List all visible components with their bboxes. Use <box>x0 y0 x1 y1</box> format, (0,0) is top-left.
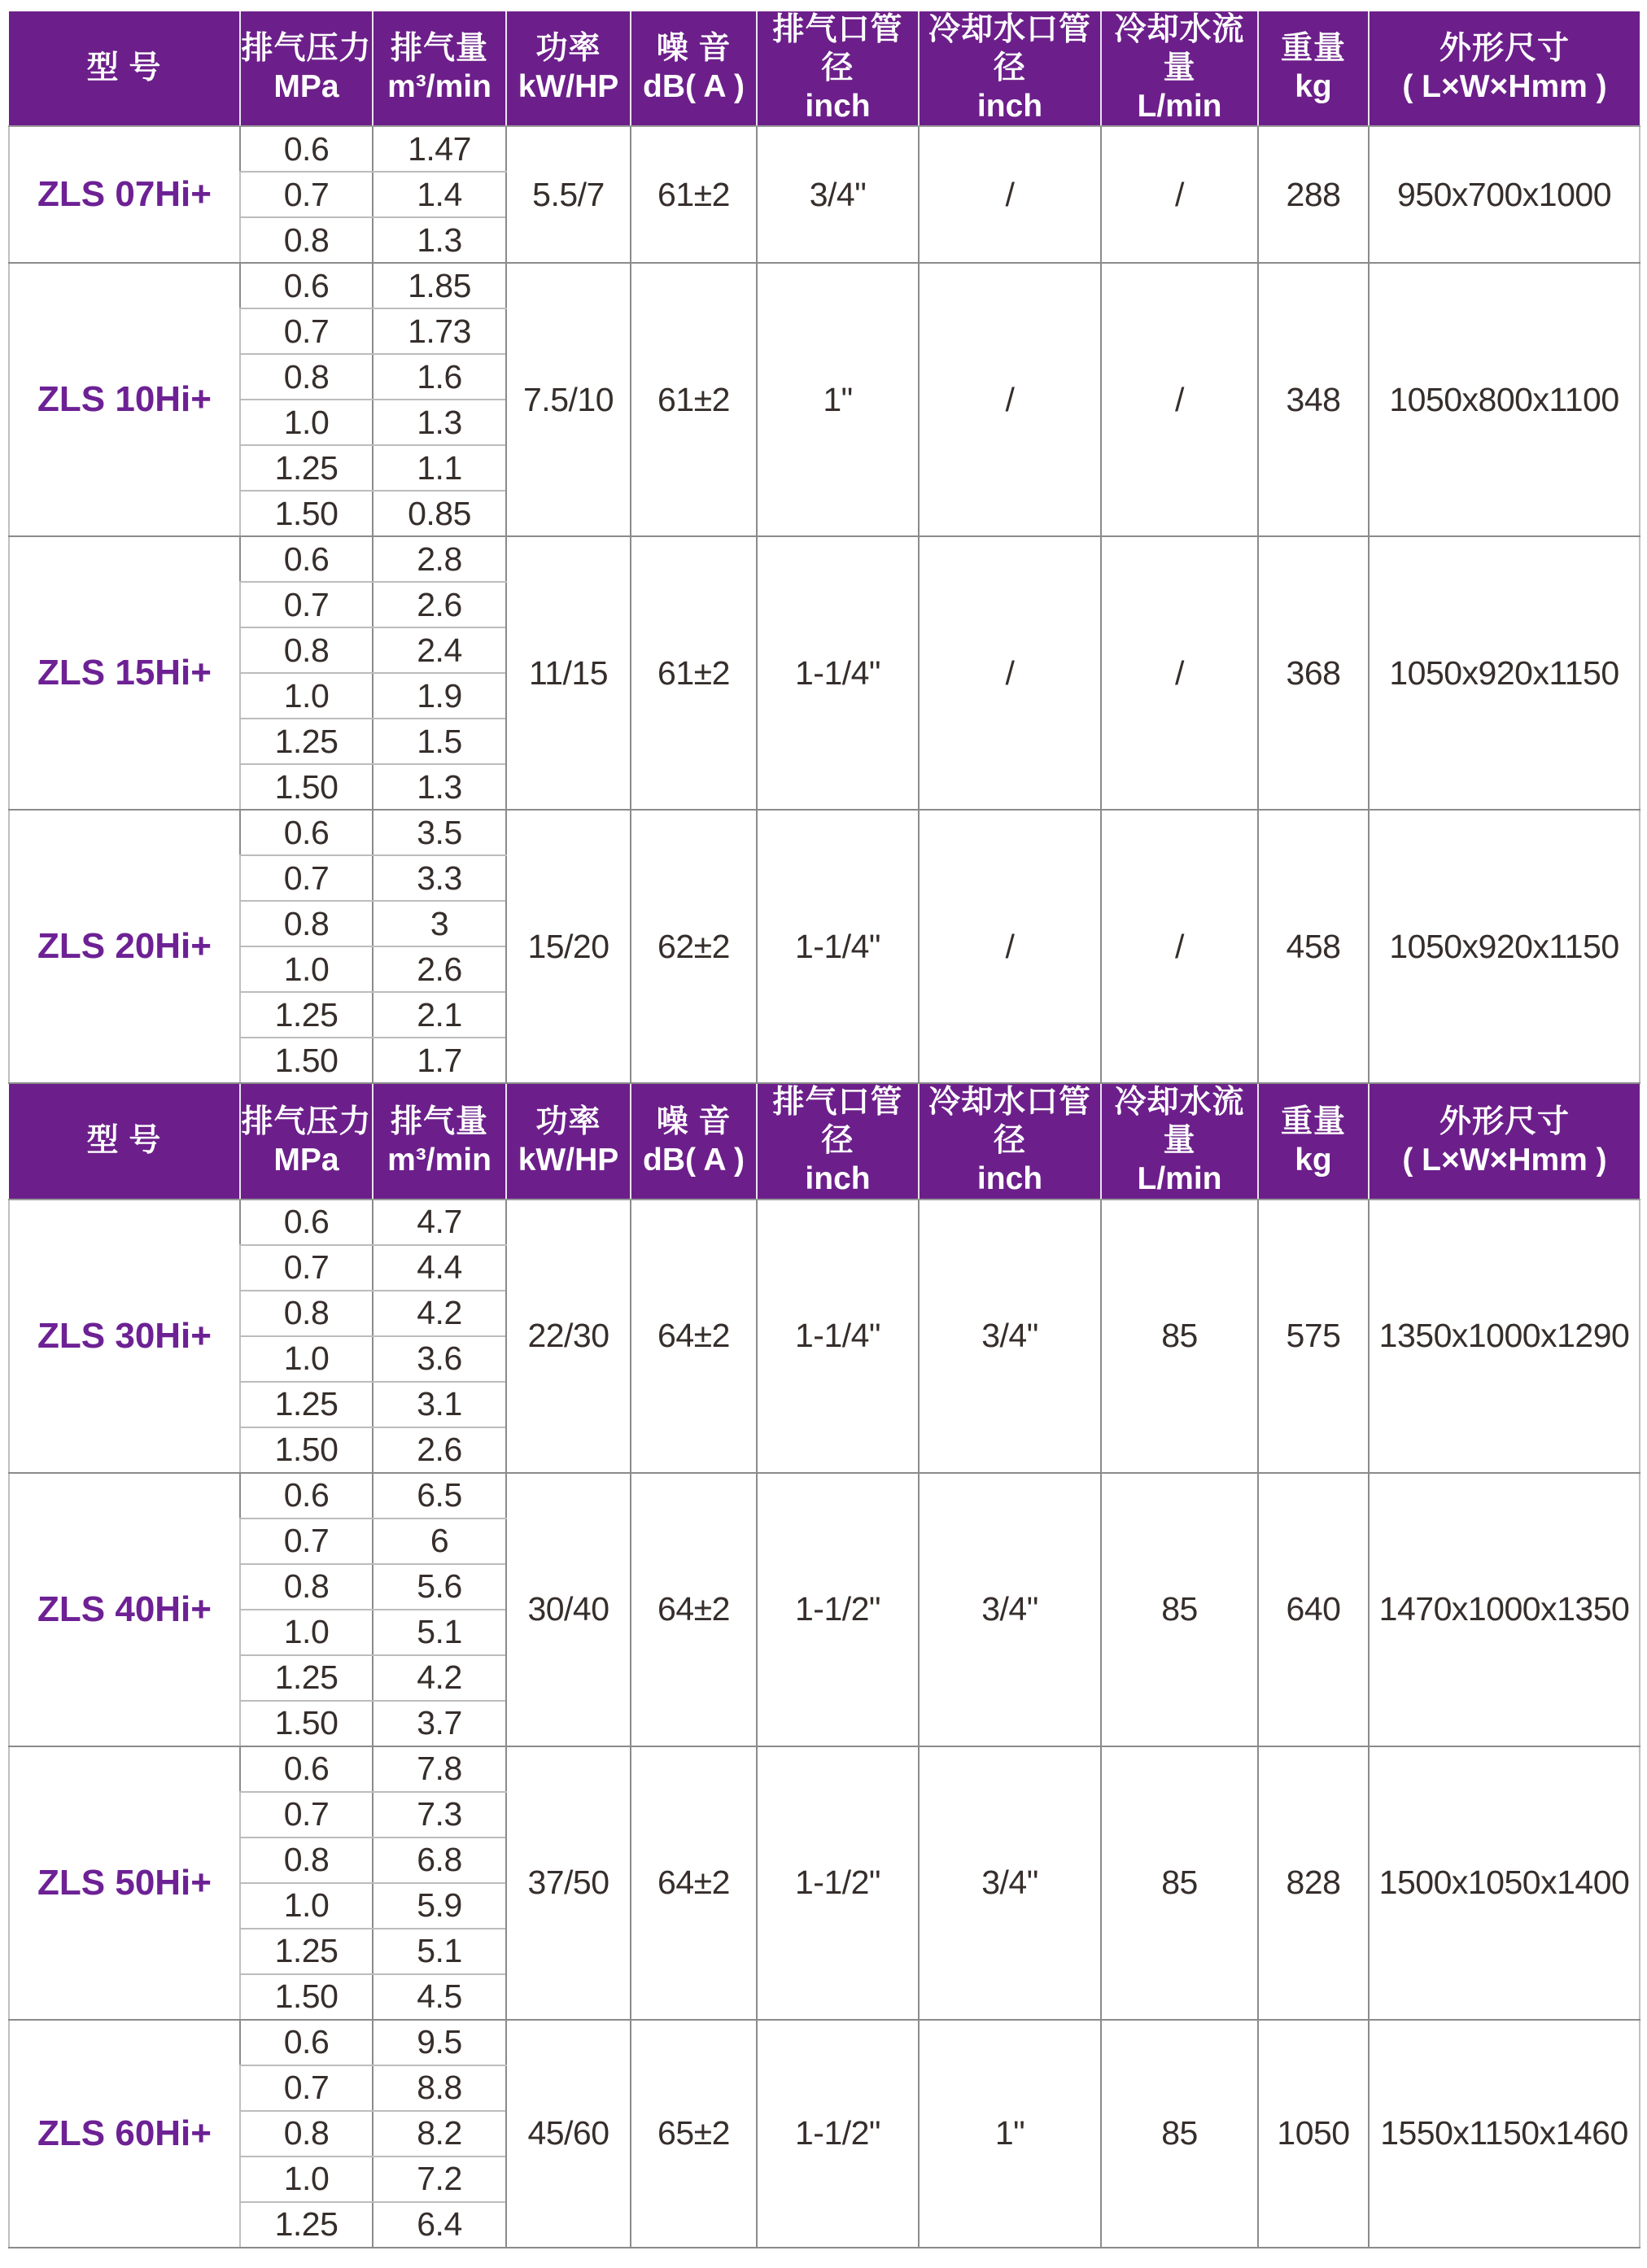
header-cell-model: 型 号 <box>9 11 240 126</box>
volume-cell: 4.2 <box>373 1655 506 1701</box>
volume-cell: 7.8 <box>373 1746 506 1792</box>
volume-cell: 8.8 <box>373 2065 506 2111</box>
volume-cell: 2.4 <box>373 627 506 673</box>
header-cell-volume: 排气量 m³/min <box>373 1083 506 1199</box>
pressure-cell: 1.50 <box>240 1038 373 1083</box>
header-cell-dimensions: 外形尺寸 ( L×W×Hmm ) <box>1369 1083 1640 1199</box>
cooling-port-cell: / <box>919 263 1101 536</box>
pressure-cell: 0.7 <box>240 1245 373 1291</box>
pressure-cell: 0.7 <box>240 308 373 354</box>
table-row <box>9 1200 1640 1245</box>
volume-cell: 4.7 <box>373 1200 506 1245</box>
weight-cell: 288 <box>1258 126 1369 263</box>
header-cell-outlet-pipe: 排气口管径 inch <box>757 11 919 126</box>
volume-cell: 4.4 <box>373 1245 506 1291</box>
volume-cell: 1.5 <box>373 719 506 764</box>
table-header-row <box>9 11 1640 126</box>
model-cell: ZLS 07Hi+ <box>9 126 240 263</box>
volume-cell: 2.8 <box>373 536 506 582</box>
volume-cell: 3.7 <box>373 1701 506 1746</box>
outlet-pipe-cell: 1-1/2" <box>757 2020 919 2248</box>
model-cell: ZLS 40Hi+ <box>9 1473 240 1746</box>
pressure-cell: 0.8 <box>240 1838 373 1883</box>
power-cell: 5.5/7 <box>506 126 631 263</box>
spec-sheet <box>8 11 1639 2248</box>
table-row <box>9 536 1640 582</box>
pressure-cell: 1.50 <box>240 491 373 536</box>
dimensions-cell: 1470x1000x1350 <box>1369 1473 1640 1746</box>
pressure-cell: 0.6 <box>240 1746 373 1792</box>
header-cell-power: 功率 kW/HP <box>506 11 631 126</box>
pressure-cell: 1.25 <box>240 719 373 764</box>
pressure-cell: 0.7 <box>240 172 373 217</box>
pressure-cell: 1.0 <box>240 946 373 992</box>
volume-cell: 3.1 <box>373 1382 506 1427</box>
pressure-cell: 1.50 <box>240 1427 373 1473</box>
volume-cell: 0.85 <box>373 491 506 536</box>
pressure-cell: 1.0 <box>240 2157 373 2202</box>
volume-cell: 1.6 <box>373 354 506 400</box>
cooling-port-cell: / <box>919 536 1101 810</box>
volume-cell: 2.6 <box>373 946 506 992</box>
header-cell-cooling-flow: 冷却水流量 L/min <box>1101 1083 1258 1199</box>
pressure-cell: 0.6 <box>240 536 373 582</box>
volume-cell: 1.9 <box>373 673 506 719</box>
noise-cell: 61±2 <box>631 126 757 263</box>
outlet-pipe-cell: 1-1/2" <box>757 1473 919 1746</box>
weight-cell: 575 <box>1258 1200 1369 1473</box>
volume-cell: 1.3 <box>373 764 506 810</box>
pressure-cell: 1.50 <box>240 1701 373 1746</box>
weight-cell: 348 <box>1258 263 1369 536</box>
pressure-cell: 1.50 <box>240 1974 373 2020</box>
volume-cell: 5.6 <box>373 1564 506 1610</box>
cooling-flow-cell: / <box>1101 810 1258 1083</box>
pressure-cell: 0.8 <box>240 217 373 263</box>
pressure-cell: 1.0 <box>240 1883 373 1929</box>
volume-cell: 7.2 <box>373 2157 506 2202</box>
pressure-cell: 0.8 <box>240 901 373 946</box>
cooling-port-cell: 3/4" <box>919 1746 1101 2020</box>
header-cell-pressure: 排气压力 MPa <box>240 11 373 126</box>
volume-cell: 1.85 <box>373 263 506 308</box>
volume-cell: 1.73 <box>373 308 506 354</box>
header-cell-weight: 重量 kg <box>1258 11 1369 126</box>
table-row <box>9 263 1640 308</box>
weight-cell: 828 <box>1258 1746 1369 2020</box>
outlet-pipe-cell: 1-1/2" <box>757 1746 919 2020</box>
cooling-port-cell: / <box>919 810 1101 1083</box>
power-cell: 45/60 <box>506 2020 631 2248</box>
outlet-pipe-cell: 1-1/4" <box>757 810 919 1083</box>
pressure-cell: 0.6 <box>240 1473 373 1519</box>
weight-cell: 640 <box>1258 1473 1369 1746</box>
cooling-flow-cell: 85 <box>1101 1746 1258 2020</box>
pressure-cell: 1.25 <box>240 1929 373 1974</box>
header-cell-power: 功率 kW/HP <box>506 1083 631 1199</box>
dimensions-cell: 1550x1150x1460 <box>1369 2020 1640 2248</box>
volume-cell: 6 <box>373 1519 506 1564</box>
table-header-row <box>9 1083 1640 1199</box>
table-row <box>9 126 1640 172</box>
outlet-pipe-cell: 3/4" <box>757 126 919 263</box>
weight-cell: 458 <box>1258 810 1369 1083</box>
volume-cell: 1.47 <box>373 126 506 172</box>
noise-cell: 64±2 <box>631 1746 757 2020</box>
pressure-cell: 0.7 <box>240 2065 373 2111</box>
noise-cell: 61±2 <box>631 536 757 810</box>
pressure-cell: 1.25 <box>240 1655 373 1701</box>
dimensions-cell: 950x700x1000 <box>1369 126 1640 263</box>
power-cell: 22/30 <box>506 1200 631 1473</box>
cooling-flow-cell: / <box>1101 536 1258 810</box>
pressure-cell: 0.8 <box>240 1564 373 1610</box>
cooling-flow-cell: 85 <box>1101 1200 1258 1473</box>
header-cell-weight: 重量 kg <box>1258 1083 1369 1199</box>
power-cell: 37/50 <box>506 1746 631 2020</box>
power-cell: 30/40 <box>506 1473 631 1746</box>
model-cell: ZLS 30Hi+ <box>9 1200 240 1473</box>
cooling-port-cell: 3/4" <box>919 1200 1101 1473</box>
cooling-port-cell: / <box>919 126 1101 263</box>
pressure-cell: 1.25 <box>240 445 373 491</box>
volume-cell: 5.1 <box>373 1610 506 1655</box>
power-cell: 7.5/10 <box>506 263 631 536</box>
pressure-cell: 1.0 <box>240 673 373 719</box>
pressure-cell: 0.6 <box>240 1200 373 1245</box>
noise-cell: 64±2 <box>631 1473 757 1746</box>
model-cell: ZLS 10Hi+ <box>9 263 240 536</box>
noise-cell: 61±2 <box>631 263 757 536</box>
header-cell-cooling-flow: 冷却水流量 L/min <box>1101 11 1258 126</box>
volume-cell: 1.3 <box>373 400 506 445</box>
table-row <box>9 1746 1640 1792</box>
table-row <box>9 2020 1640 2065</box>
volume-cell: 9.5 <box>373 2020 506 2065</box>
volume-cell: 6.8 <box>373 1838 506 1883</box>
header-cell-pressure: 排气压力 MPa <box>240 1083 373 1199</box>
header-cell-cooling-port: 冷却水口管径 inch <box>919 11 1101 126</box>
table-row <box>9 810 1640 855</box>
volume-cell: 1.4 <box>373 172 506 217</box>
model-cell: ZLS 50Hi+ <box>9 1746 240 2020</box>
noise-cell: 65±2 <box>631 2020 757 2248</box>
pressure-cell: 0.7 <box>240 582 373 627</box>
noise-cell: 62±2 <box>631 810 757 1083</box>
header-cell-volume: 排气量 m³/min <box>373 11 506 126</box>
pressure-cell: 0.7 <box>240 855 373 901</box>
header-cell-dimensions: 外形尺寸 ( L×W×Hmm ) <box>1369 11 1640 126</box>
cooling-flow-cell: 85 <box>1101 2020 1258 2248</box>
volume-cell: 7.3 <box>373 1792 506 1838</box>
dimensions-cell: 1350x1000x1290 <box>1369 1200 1640 1473</box>
volume-cell: 3.6 <box>373 1336 506 1382</box>
pressure-cell: 1.0 <box>240 400 373 445</box>
power-cell: 11/15 <box>506 536 631 810</box>
volume-cell: 4.2 <box>373 1291 506 1336</box>
volume-cell: 5.9 <box>373 1883 506 1929</box>
weight-cell: 368 <box>1258 536 1369 810</box>
cooling-port-cell: 1" <box>919 2020 1101 2248</box>
pressure-cell: 1.25 <box>240 992 373 1038</box>
volume-cell: 3.5 <box>373 810 506 855</box>
pressure-cell: 0.8 <box>240 1291 373 1336</box>
pressure-cell: 1.25 <box>240 1382 373 1427</box>
header-cell-noise: 噪 音 dB( A ) <box>631 1083 757 1199</box>
noise-cell: 64±2 <box>631 1200 757 1473</box>
header-cell-cooling-port: 冷却水口管径 inch <box>919 1083 1101 1199</box>
pressure-cell: 1.50 <box>240 764 373 810</box>
outlet-pipe-cell: 1-1/4" <box>757 1200 919 1473</box>
dimensions-cell: 1500x1050x1400 <box>1369 1746 1640 2020</box>
outlet-pipe-cell: 1" <box>757 263 919 536</box>
spec-table <box>8 11 1640 2248</box>
volume-cell: 2.1 <box>373 992 506 1038</box>
volume-cell: 1.1 <box>373 445 506 491</box>
model-cell: ZLS 15Hi+ <box>9 536 240 810</box>
pressure-cell: 0.8 <box>240 2111 373 2157</box>
volume-cell: 5.1 <box>373 1929 506 1974</box>
pressure-cell: 0.6 <box>240 126 373 172</box>
header-cell-noise: 噪 音 dB( A ) <box>631 11 757 126</box>
header-cell-outlet-pipe: 排气口管径 inch <box>757 1083 919 1199</box>
volume-cell: 3.3 <box>373 855 506 901</box>
pressure-cell: 0.8 <box>240 627 373 673</box>
pressure-cell: 0.6 <box>240 2020 373 2065</box>
power-cell: 15/20 <box>506 810 631 1083</box>
model-cell: ZLS 60Hi+ <box>9 2020 240 2248</box>
cooling-port-cell: 3/4" <box>919 1473 1101 1746</box>
header-cell-model: 型 号 <box>9 1083 240 1199</box>
dimensions-cell: 1050x920x1150 <box>1369 536 1640 810</box>
volume-cell: 3 <box>373 901 506 946</box>
cooling-flow-cell: / <box>1101 263 1258 536</box>
cooling-flow-cell: / <box>1101 126 1258 263</box>
pressure-cell: 0.6 <box>240 263 373 308</box>
dimensions-cell: 1050x800x1100 <box>1369 263 1640 536</box>
pressure-cell: 0.7 <box>240 1792 373 1838</box>
model-cell: ZLS 20Hi+ <box>9 810 240 1083</box>
volume-cell: 2.6 <box>373 1427 506 1473</box>
volume-cell: 6.5 <box>373 1473 506 1519</box>
cooling-flow-cell: 85 <box>1101 1473 1258 1746</box>
pressure-cell: 0.8 <box>240 354 373 400</box>
pressure-cell: 0.6 <box>240 810 373 855</box>
weight-cell: 1050 <box>1258 2020 1369 2248</box>
dimensions-cell: 1050x920x1150 <box>1369 810 1640 1083</box>
volume-cell: 1.3 <box>373 217 506 263</box>
volume-cell: 2.6 <box>373 582 506 627</box>
volume-cell: 6.4 <box>373 2202 506 2248</box>
pressure-cell: 1.0 <box>240 1336 373 1382</box>
table-row <box>9 1473 1640 1519</box>
pressure-cell: 1.25 <box>240 2202 373 2248</box>
volume-cell: 8.2 <box>373 2111 506 2157</box>
pressure-cell: 0.7 <box>240 1519 373 1564</box>
volume-cell: 1.7 <box>373 1038 506 1083</box>
outlet-pipe-cell: 1-1/4" <box>757 536 919 810</box>
volume-cell: 4.5 <box>373 1974 506 2020</box>
pressure-cell: 1.0 <box>240 1610 373 1655</box>
